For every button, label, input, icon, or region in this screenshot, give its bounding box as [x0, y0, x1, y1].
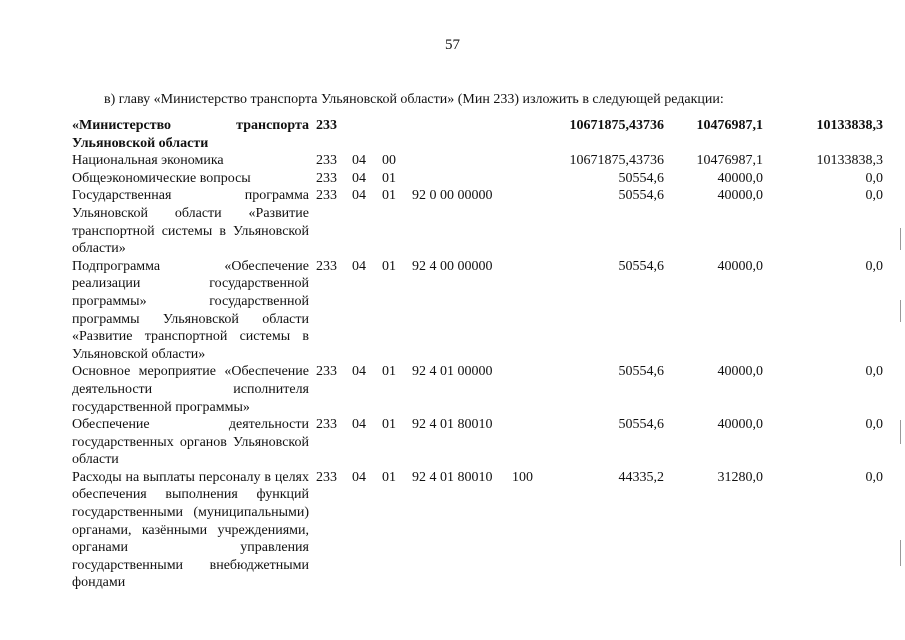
row-name: Основное мероприятие «Обеспечение деятельности исполнителя государственной программы» [72, 364, 309, 415]
table-row [68, 152, 883, 170]
subsection-code: 01 [382, 364, 396, 380]
section-code: 04 [352, 258, 366, 274]
amount-year-1: 50554,6 [618, 170, 664, 186]
subsection-code: 01 [382, 258, 396, 274]
subsection-code: 01 [382, 170, 396, 186]
amount-year-1: 50554,6 [618, 188, 664, 204]
expense-type-code [512, 152, 554, 170]
target-article-code: 92 4 01 00000 [412, 364, 493, 380]
section-code: 04 [352, 364, 366, 380]
ministry-code: 233 [316, 364, 337, 380]
expense-type-code [512, 258, 554, 364]
amount-year-3: 10133838,3 [816, 153, 883, 169]
section-code [352, 117, 382, 152]
section-code: 04 [352, 188, 366, 204]
amount-year-3: 0,0 [865, 258, 883, 274]
target-article-code [412, 117, 512, 152]
ministry-code: 233 [316, 469, 337, 485]
table-row [68, 258, 883, 364]
amount-year-2: 40000,0 [717, 170, 763, 186]
subsection-code: 00 [382, 153, 396, 169]
amount-year-3: 0,0 [865, 417, 883, 433]
amount-year-2: 40000,0 [717, 188, 763, 204]
section-code: 04 [352, 170, 366, 186]
subsection-code: 01 [382, 417, 396, 433]
amount-year-2: 10476987,1 [696, 118, 763, 133]
amount-year-2: 10476987,1 [696, 153, 763, 169]
target-article-code: 92 4 01 80010 [412, 469, 493, 485]
amount-year-1: 50554,6 [618, 258, 664, 274]
row-name: Обеспечение деятельности государственных органов Ульяновской области [72, 417, 309, 468]
row-name: Расходы на выплаты персоналу в целях обеспечения выполнения функций государственными (муниципальными) органами, казёнными учреждениями, органами управления государственными внебюджетными фондами [72, 469, 309, 591]
amount-year-2: 40000,0 [717, 364, 763, 380]
expense-type-code [512, 117, 554, 152]
section-code: 04 [352, 469, 366, 485]
expense-type-code: 100 [512, 469, 533, 485]
amount-year-3: 0,0 [865, 469, 883, 485]
ministry-code: 233 [316, 258, 337, 274]
table-row [68, 187, 883, 257]
amount-year-1: 10671875,43736 [569, 153, 664, 169]
row-name: Общеэкономические вопросы [72, 170, 251, 186]
expense-type-code [512, 363, 554, 416]
expense-type-code [512, 416, 554, 469]
edge-mark [900, 420, 901, 444]
section-code: 04 [352, 417, 366, 433]
expense-type-code [512, 170, 554, 188]
budget-table [68, 117, 883, 592]
target-article-code [412, 170, 512, 188]
amount-year-1: 10671875,43736 [569, 118, 664, 133]
table-row [68, 416, 883, 469]
intro-paragraph: в) главу «Министерство транспорта Ульяновской области» (Мин 233) изложить в следующей редакции: [104, 92, 724, 107]
page-number: 57 [445, 37, 460, 53]
ministry-code: 233 [316, 118, 337, 133]
amount-year-3: 0,0 [865, 188, 883, 204]
target-article-code: 92 4 00 00000 [412, 258, 493, 274]
subsection-code: 01 [382, 469, 396, 485]
ministry-code: 233 [316, 153, 337, 169]
target-article-code [412, 152, 512, 170]
amount-year-2: 40000,0 [717, 258, 763, 274]
amount-year-3: 0,0 [865, 364, 883, 380]
expense-type-code [512, 187, 554, 257]
section-code: 04 [352, 153, 366, 169]
target-article-code: 92 0 00 00000 [412, 188, 493, 204]
table-row [68, 117, 883, 152]
ministry-code: 233 [316, 417, 337, 433]
row-name: Подпрограмма «Обеспечение реализации государственной программы» государственной программы Ульяновской области «Развитие транспортной системы в Ульяновской области» [72, 258, 309, 362]
row-name: «Министерство транспорта Ульяновской области [72, 118, 309, 151]
table-row [68, 170, 883, 188]
amount-year-1: 50554,6 [618, 364, 664, 380]
amount-year-2: 31280,0 [717, 469, 763, 485]
amount-year-1: 44335,2 [618, 469, 664, 485]
edge-mark [900, 228, 901, 250]
row-name: Государственная программа Ульяновской области «Развитие транспортной системы в Ульяновской области» [72, 188, 309, 257]
table-row [68, 363, 883, 416]
edge-mark [900, 300, 901, 322]
budget-table-body [68, 117, 883, 592]
target-article-code: 92 4 01 80010 [412, 417, 493, 433]
ministry-code: 233 [316, 170, 337, 186]
subsection-code: 01 [382, 188, 396, 204]
amount-year-2: 40000,0 [717, 417, 763, 433]
amount-year-3: 0,0 [865, 170, 883, 186]
amount-year-3: 10133838,3 [816, 118, 883, 133]
amount-year-1: 50554,6 [618, 417, 664, 433]
subsection-code [382, 117, 412, 152]
table-row [68, 469, 883, 592]
ministry-code: 233 [316, 188, 337, 204]
row-name: Национальная экономика [72, 153, 224, 169]
edge-mark [900, 540, 901, 566]
